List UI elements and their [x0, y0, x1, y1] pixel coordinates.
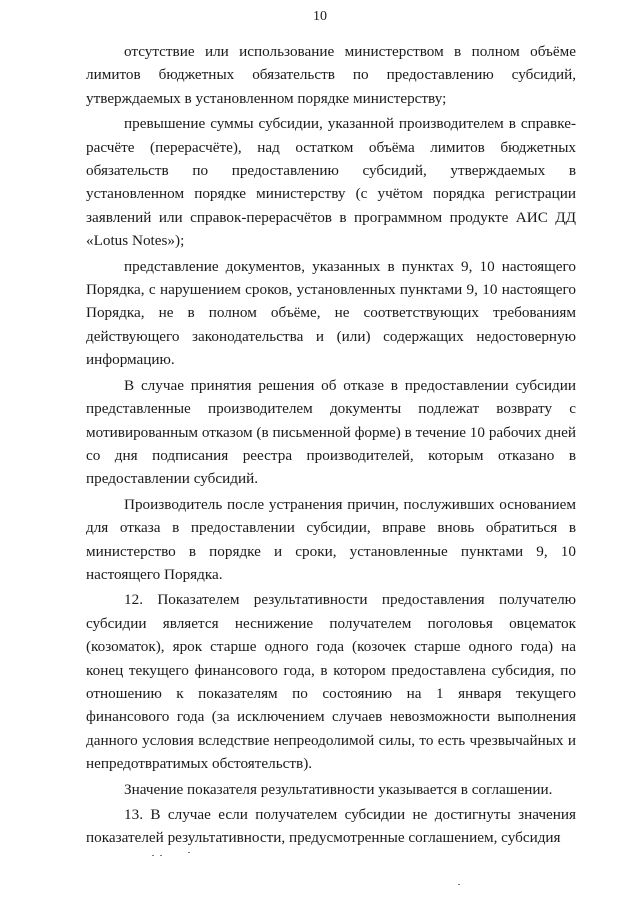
- paragraph-subsidy-excess: превышение суммы субсидии, указанной производителем в справке-расчёте (перерасчёте), над остатком объёма лимитов бюджетных обязательств по предоставлению субсидий, утверждаемых в установленном порядке министерству (с учётом порядка регистрации заявлений или справок-перерасчётов в программном продукте АИС ДД «Lotus Notes»);: [86, 115, 576, 250]
- paragraph-clause-13: 13. В случае если получателем субсидии не достигнуты значения показателей результативности, предусмотренные соглашением, субсидия: [86, 806, 576, 847]
- paragraph-limits-absent: отсутствие или использование министерством в полном объёме лимитов бюджетных обязательств по предоставлению субсидий, утверждаемых в установленном порядке министерству;: [86, 43, 576, 107]
- paragraph-reapply: Производитель после устранения причин, послуживших основанием для отказа в предоставлении субсидии, вправе вновь обратиться в министерство в порядке и сроки, установленные пунктами 9, 10 настоящего Порядка.: [86, 495, 576, 583]
- document-body: [86, 40, 576, 851]
- page-number: 10: [313, 9, 327, 24]
- scan-speck: [458, 884, 460, 885]
- paragraph-indicator-value: Значение показателя результативности указывается в соглашении.: [124, 780, 553, 798]
- scan-speck: [160, 855, 162, 856]
- paragraph-clause-12: 12. Показателем результативности предоставления получателю субсидии является неснижение получателем поголовья овцематок (козоматок), ярок старше одного года (козочек старше одного года) на конец текущего финансового года, в котором предоставлена субсидия, по отношению к показателям по состоянию на 1 января текущего финансового года (за исключением случаев невозможности выполнения данного условия вследствие непреодолимой силы, то есть чрезвычайных и непредотвратимых обстоятельств).: [86, 591, 576, 773]
- scan-speck: [188, 852, 190, 853]
- paragraph-documents-violation: представление документов, указанных в пунктах 9, 10 настоящего Порядка, с нарушением сроков, установленных пунктами 9, 10 настоящего Порядка, не в полном объёме, не соответствующих требованиям действующего законодательства и (или) содержащих недостоверную информацию.: [86, 257, 576, 369]
- scan-speck: [152, 855, 154, 856]
- paragraph-refusal-return: В случае принятия решения об отказе в предоставлении субсидии представленные производителем документы подлежат возврату с мотивированным отказом (в письменной форме) в течение 10 рабочих дней со дня подписания реестра производителей, которым отказано в предоставлении субсидий.: [86, 376, 576, 488]
